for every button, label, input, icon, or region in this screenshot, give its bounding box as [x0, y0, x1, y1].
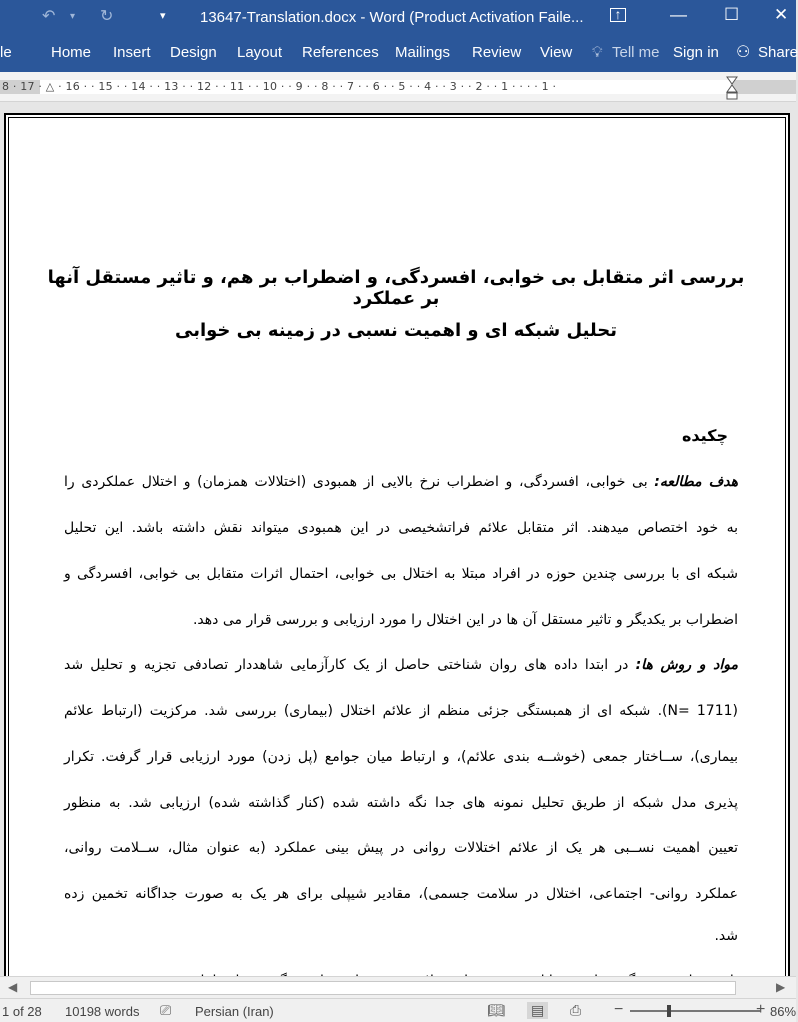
lightbulb-icon: 💡︎ [592, 44, 603, 61]
tab-file[interactable]: le [0, 44, 12, 61]
tab-insert[interactable]: Insert [113, 44, 151, 61]
paragraph-line: (N= 1711). شبکه ای از همبستگی جزئی منظم از علائم اختلال (بیماری) بررسی شد. مرکزیت (ارتباط علائم [64, 703, 738, 719]
page-border [8, 117, 786, 1011]
paragraph-label: هدف مطالعه: [654, 474, 739, 490]
document-title-line-2: تحلیل شبکه ای و اهمیت نسبی در زمینه بی خوابی [174, 320, 618, 341]
undo-icon[interactable]: ↶ [42, 8, 56, 25]
ribbon-display-icon[interactable]: ↑ [610, 8, 626, 22]
sign-in-link[interactable]: Sign in [673, 44, 719, 61]
customize-toolbar-icon[interactable]: ▾ [160, 10, 166, 22]
tab-mailings[interactable]: Mailings [395, 44, 451, 61]
zoom-in-icon[interactable]: + [756, 1001, 766, 1018]
scrollbar-thumb[interactable] [30, 981, 736, 995]
read-mode-icon[interactable]: 📖︎ [487, 1002, 505, 1018]
page-count[interactable]: 1 of 28 [2, 1004, 42, 1019]
window-title: 13647-Translation.docx - Word (Product Activation Faile... [200, 9, 584, 26]
ruler-numbers: 8 · 17 · △ · 16 · · 15 · · 14 · · 13 · · 12 · · 11 · · 10 · · 9 · · 8 · · 7 · · 6 · · 5 · · 4 · · 3 · · 2 · · 1 · · · · 1 · [2, 80, 557, 93]
proofing-icon[interactable]: ⎚ [160, 1002, 172, 1018]
minimize-button[interactable]: — [670, 5, 687, 24]
zoom-slider-track[interactable] [630, 1010, 760, 1012]
abstract-heading: چکیده [681, 426, 728, 445]
scroll-left-icon[interactable]: ◀ [8, 980, 18, 994]
indent-marker-icon[interactable] [726, 76, 738, 100]
print-layout-icon[interactable]: ▤ [527, 1002, 548, 1019]
close-button[interactable]: ✕ [774, 5, 789, 24]
zoom-slider-handle[interactable] [667, 1005, 671, 1017]
document-page[interactable] [4, 113, 790, 1013]
language-indicator[interactable]: Persian (Iran) [195, 1004, 274, 1019]
ribbon-tabs [0, 34, 796, 72]
undo-dropdown-icon[interactable]: ▾ [70, 11, 76, 22]
share-button[interactable]: Share [758, 44, 798, 61]
tab-view[interactable]: View [540, 44, 573, 61]
ruler-margin-right [732, 80, 796, 94]
tell-me-box[interactable]: Tell me [612, 44, 660, 61]
paragraph-line: شبکه ای با بررسی چندین حوزه در افراد مبتلا به اختلال بی خوابی، احتمال اثرات متقابل بی خوابی، افسردگی و [64, 566, 738, 582]
tab-home[interactable]: Home [51, 44, 92, 61]
status-bar [0, 998, 796, 1022]
paragraph-line: هدف مطالعه: بی خوابی، افسردگی، و اضطراب نرخ بالایی از همبودی (اختلالات همزمان) و اختلال عملکردی را [64, 474, 739, 490]
horizontal-ruler[interactable] [0, 72, 796, 102]
paragraph-line: پذیری مدل شبکه از طریق تحلیل نمونه های جدا نگه داشته شده (کنار گذاشته شده) ارزیابی شد. به منظور [64, 795, 738, 811]
paragraph-line: تعیین اهمیت نســبی هر یک از علائم اختلالات روانی در پیش بینی عملکرد (به عنوان مثال، ســلامت روانی، [64, 840, 738, 856]
paragraph-line: به خود اختصاص میدهند. اثر متقابل علائم فراتشخیصی در این همبودی میتواند نقش داشته باشد. این تحلیل [64, 520, 738, 536]
tab-references[interactable]: References [302, 44, 379, 61]
horizontal-scrollbar[interactable] [0, 976, 796, 998]
tab-review[interactable]: Review [472, 44, 522, 61]
redo-icon[interactable]: ↻ [100, 8, 114, 25]
paragraph-line: مواد و روش ها: در ابتدا داده های روان شناختی حاصل از یک کارآزمایی شاهددار تصادفی تجزیه و تحلیل شد [64, 657, 738, 673]
person-icon: ⚇ [736, 44, 751, 61]
paragraph-line: شد. [714, 928, 738, 944]
maximize-button[interactable]: ☐ [724, 5, 740, 24]
paragraph-line: عملکرد روانی- اجتماعی، اختلال در سلامت جسمی)، مقادیر شیپلی برای هر یک به صورت جداگانه تخمین زده [64, 886, 738, 902]
scroll-right-icon[interactable]: ▶ [776, 980, 786, 994]
paragraph-line: بیماری)، ســاختار جمعی (خوشــه بندی علائم)، و ارتباط میان جوامع (پل زدن) مورد ارزیابی قرار گرفت. تکرار [64, 749, 738, 765]
zoom-out-icon[interactable]: − [614, 1001, 624, 1018]
zoom-level[interactable]: 86% [770, 1004, 797, 1019]
tab-design[interactable]: Design [170, 44, 217, 61]
paragraph-label: مواد و روش ها: [635, 657, 738, 673]
document-canvas[interactable] [0, 103, 796, 976]
word-count[interactable]: 10198 words [65, 1004, 140, 1019]
paragraph-line: اضطراب بر یکدیگر و تاثیر مستقل آن ها در این اختلال را مورد ارزیابی و بررسی قرار می دهد. [192, 612, 738, 628]
tab-layout[interactable]: Layout [237, 44, 283, 61]
web-layout-icon[interactable]: ⎙ [570, 1002, 582, 1018]
document-title-line-1: بررسی اثر متقابل بی خوابی، افسردگی، و اضطراب بر هم، و تاثیر مستقل آنها بر عملکرد [47, 267, 745, 309]
title-bar [0, 0, 796, 34]
